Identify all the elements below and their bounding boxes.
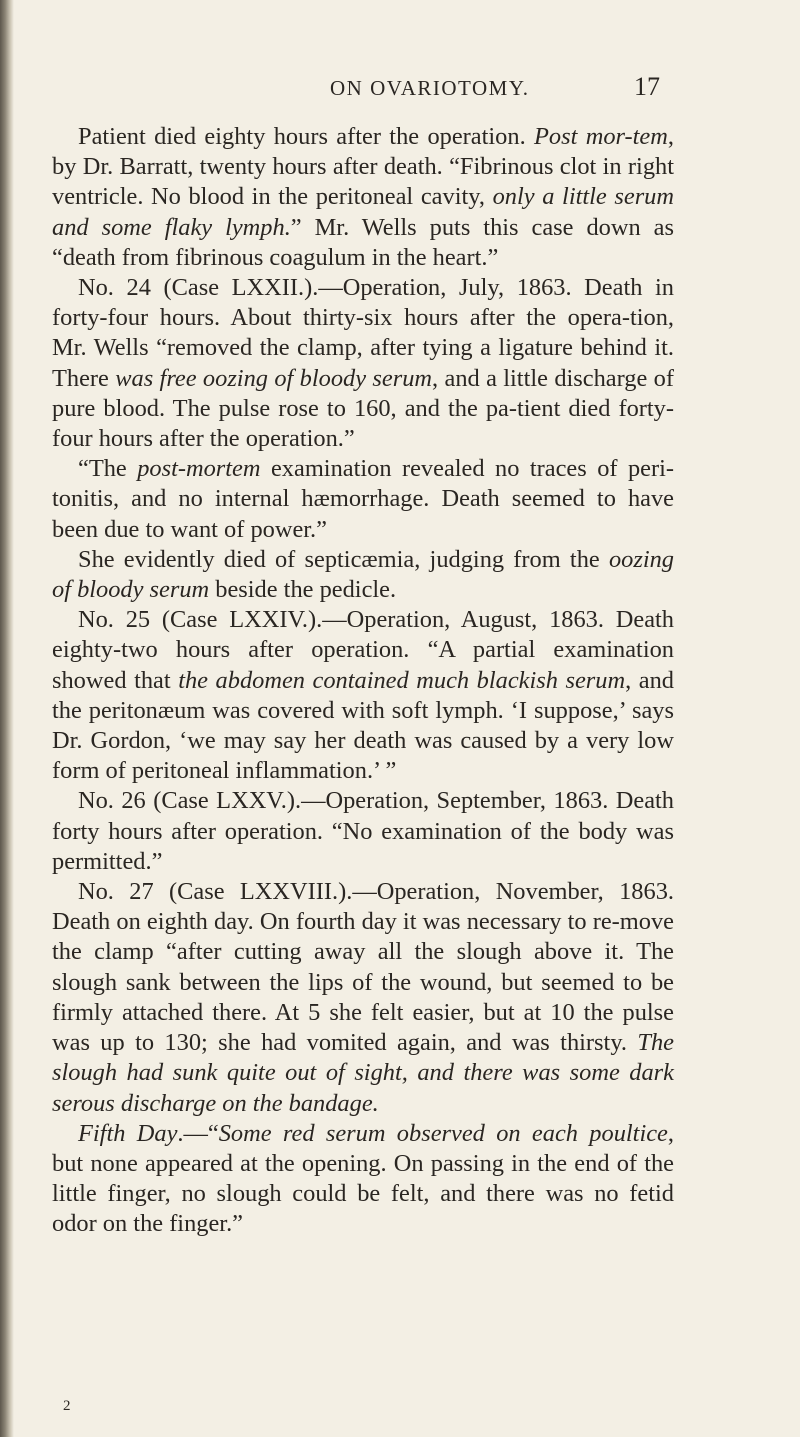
paragraph [52,1119,674,1240]
running-head: ON OVARIOTOMY. [330,76,530,100]
text-run: , and a little discharge of pure blood. The pulse rose to 160, and the pa-tient died forty-four hours after the operation.” [52,364,675,453]
text-run: Patient died eighty hours after the operation. [78,123,535,150]
italic-text: Fifth Day [78,1119,178,1147]
body-text [52,122,674,1240]
page-header [0,72,800,116]
italic-text: Some red serum observed on each poultice [218,1119,668,1147]
text-run: , and the peritonæum was covered with soft lymph. ‘I suppose,’ says Dr. Gordon, ‘we may say her death was caused by a very low form of peritoneal inflammation.’ ” [52,666,674,785]
page-number: 17 [634,72,660,101]
italic-text: The slough had sunk quite out of sight, and there was some dark serous discharge on the bandage. [52,1029,674,1117]
paragraph [52,877,674,1119]
text-run: No. 25 (Case LXXIV.).—Operation, August, 1863. Death eighty-two hours after operation. “A partial examination showed that [52,606,674,694]
text-run: “The [78,455,138,483]
text-run: ” Mr. Wells puts this case down as “death from fibrinous coagulum in the heart.” [52,213,674,271]
paragraph [52,273,674,454]
italic-text: the abdomen contained much blackish serum [178,666,626,694]
text-run: .—“ [177,1119,219,1147]
italic-text: post-mortem [137,455,261,483]
text-run: No. 24 (Case LXXII.).—Operation, July, 1863. Death in forty-four hours. About thirty-six hours after the opera-tion, Mr. Wells “removed the clamp, after tying a ligature behind it. There [52,274,674,392]
paragraph [52,786,674,877]
text-run: No. 27 (Case LXXVIII.).—Operation, November, 1863. Death on eighth day. On fourth day it was necessary to re-move the clamp “after cutting away all the slough above it. The slough sank between the lips of the wound, but seemed to be firmly attached there. At 5 she felt easier, but at 10 the pulse was up to 130; she had vomited again, and was thirsty. [52,878,674,1057]
paragraph [52,545,674,605]
page-binding-edge [0,0,14,1437]
italic-text: oozing of bloody serum [52,545,674,604]
paragraph [52,454,674,545]
text-run: , by Dr. Barratt, twenty hours after death. “Fibrinous clot in right ventricle. No blood in the peritoneal cavity, [52,123,674,211]
signature-mark: 2 [63,1398,71,1414]
text-run: , but none appeared at the opening. On passing in the end of the little finger, no slough could be felt, and there was no fetid odor on the finger.” [52,1119,674,1238]
italic-text: Post mor-tem [534,123,668,150]
text-run: She evidently died of septicæmia, judging from the [78,545,609,573]
italic-text: only a little serum and some flaky lymph. [52,183,674,241]
text-run: examination revealed no traces of peri-tonitis, and no internal hæmorrhage. Death seemed to have been due to want of power.” [52,455,675,543]
paragraph [52,122,674,273]
italic-text: was free oozing of bloody serum [115,364,433,392]
paragraph [52,605,674,786]
text-run: beside the pedicle. [209,576,397,604]
text-run: No. 26 (Case LXXV.).—Operation, September, 1863. Death forty hours after operation. “No examination of the body was permitted.” [52,787,674,875]
